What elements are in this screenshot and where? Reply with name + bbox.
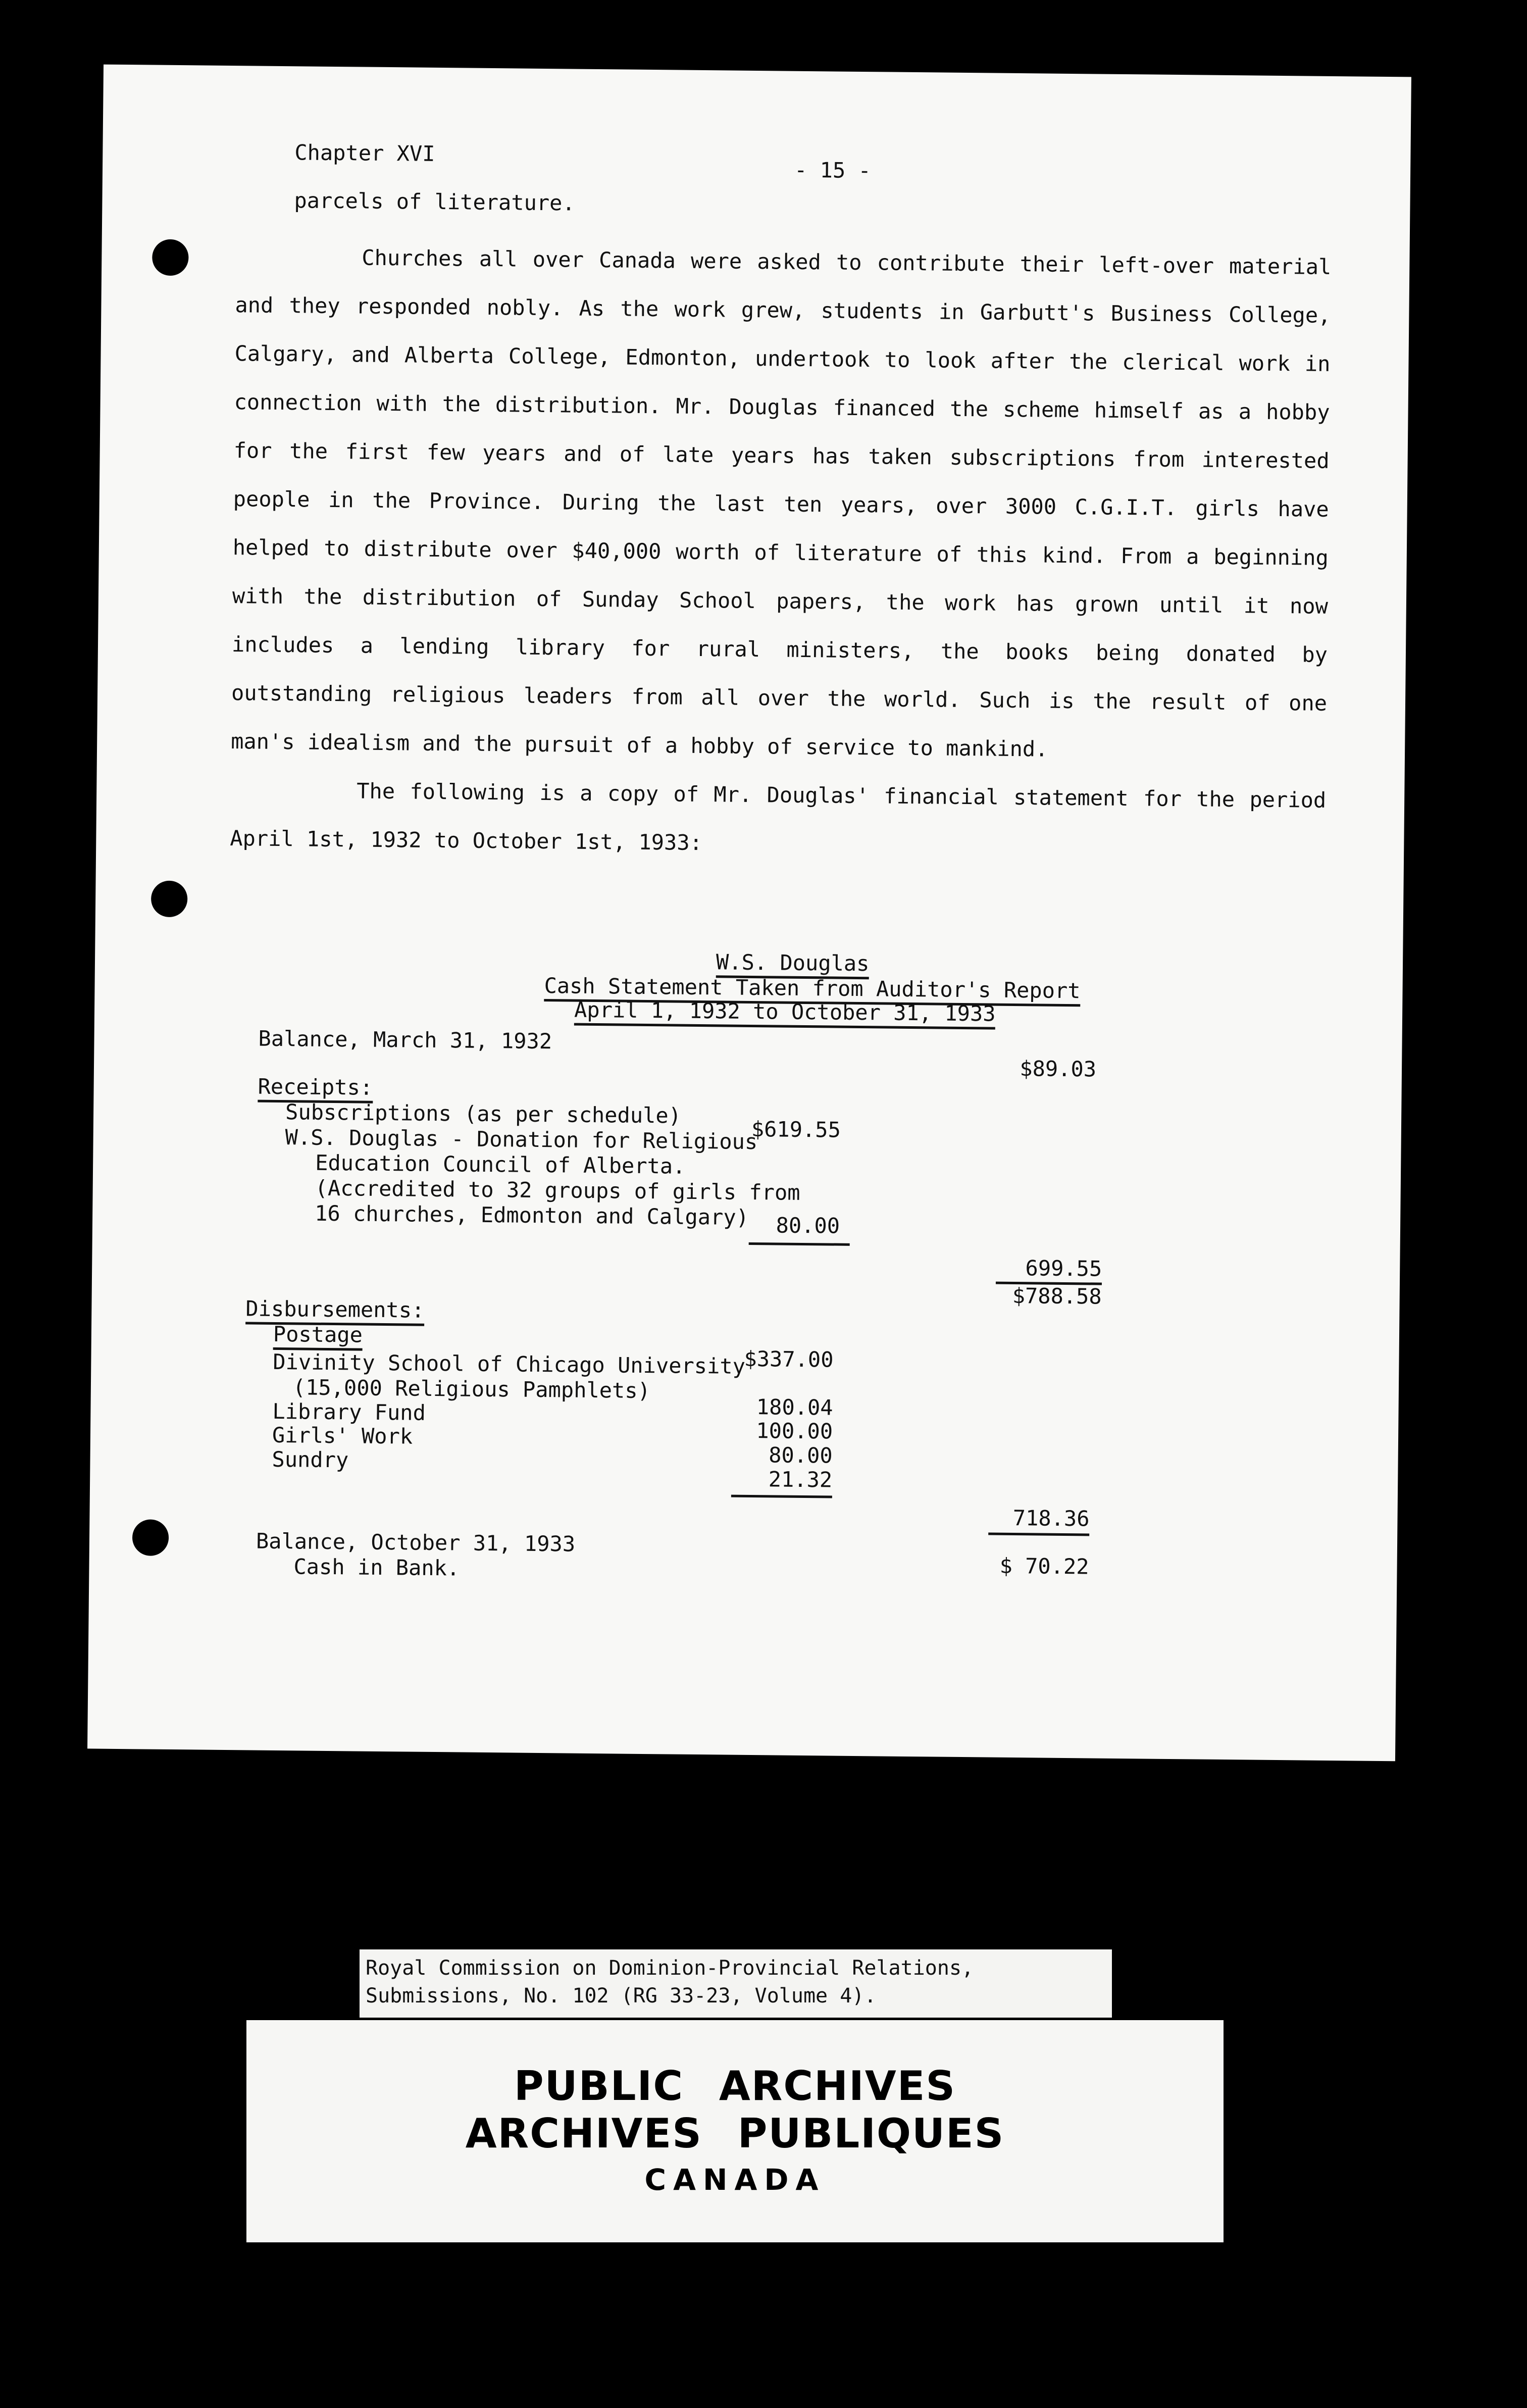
opening-balance-label: Balance, March 31, 1932	[258, 1026, 552, 1054]
subtotal-rule	[731, 1495, 832, 1498]
disbursement-item: Library Fund	[272, 1398, 426, 1425]
closing-balance-label: Balance, October 31, 1933	[256, 1528, 576, 1557]
stamp-line-english: PUBLIC ARCHIVES	[514, 2063, 956, 2110]
total-rule	[988, 1533, 1089, 1536]
paragraph-2: The following is a copy of Mr. Douglas' financial statement for the period April 1st, 1932 to October 1st, 1933:	[230, 778, 1327, 856]
disbursement-item: Postage	[273, 1324, 363, 1346]
continuation-line: parcels of literature.	[294, 188, 575, 216]
closing-balance-sublabel: Cash in Bank.	[293, 1554, 460, 1581]
disbursements-total: 718.36	[1012, 1505, 1090, 1531]
disbursement-item: Divinity School of Chicago University	[273, 1349, 746, 1379]
paragraph-1: Churches all over Canada were asked to contribute their left-over material and they responded nobly. As the work grew, students in Garbutt's Business College, Calgary, and Alberta College, Edmonton, undertook to look after the clerical work in connection with the distribution. Mr. Douglas financed the scheme himself as a hobby for the first few years and of late years has taken subscriptions from interested people in the Province. During the last ten years, over 3000 C.G.I.T. girls have helped to distribute over $40,000 worth of literature of this kind. From a beginning with the distribution of Sunday School papers, the work has grown until it now includes a lending library for rural ministers, the books being donated by outstanding religious leaders from all over the world. Such is the result of one man's idealism and the pursuit of a hobby of service to mankind.	[230, 245, 1332, 762]
body-text	[230, 232, 1332, 873]
running-total: $788.58	[1012, 1283, 1102, 1309]
document-page	[87, 65, 1411, 1762]
citation-line: Royal Commission on Dominion-Provincial Relations,	[366, 1956, 974, 1980]
disbursement-item: (15,000 Religious Pamphlets)	[292, 1375, 651, 1403]
statement-period: April 1, 1932 to October 31, 1933	[574, 999, 996, 1025]
statement-subtitle: Cash Statement Taken from Auditor's Report	[544, 975, 1080, 1001]
disbursement-amount: 21.32	[768, 1467, 833, 1492]
punch-hole	[132, 1519, 169, 1556]
receipt-item: Education Council of Alberta.	[315, 1150, 686, 1179]
disbursement-item: Sundry	[272, 1446, 349, 1473]
receipt-item: Subscriptions (as per schedule)	[285, 1099, 682, 1128]
closing-balance-amount: $ 70.22	[999, 1553, 1089, 1579]
citation-line: Submissions, No. 102 (RG 33-23, Volume 4).	[366, 1984, 877, 2008]
stamp-line-french: ARCHIVES PUBLIQUES	[465, 2110, 1005, 2157]
receipts-total: 699.55	[1025, 1256, 1102, 1281]
archives-stamp	[246, 2020, 1224, 2242]
receipt-amount: $619.55	[751, 1116, 841, 1142]
receipt-item: 16 churches, Edmonton and Calgary)	[315, 1200, 749, 1230]
statement-title: W.S. Douglas	[716, 951, 870, 974]
disbursement-amount: 80.00	[769, 1442, 833, 1468]
receipt-amount: 80.00	[776, 1213, 840, 1238]
disbursement-amount: $337.00	[744, 1346, 834, 1372]
stamp-line-country: CANADA	[644, 2163, 826, 2197]
disbursement-amount: 100.00	[756, 1418, 833, 1444]
receipt-item: (Accredited to 32 groups of girls from	[315, 1175, 800, 1205]
opening-balance-amount: $89.03	[1020, 1056, 1097, 1082]
disbursement-amount: 180.04	[756, 1394, 833, 1420]
page-number: - 15 -	[794, 157, 872, 183]
punch-hole	[151, 881, 188, 918]
punch-hole	[152, 239, 189, 276]
source-citation-label	[360, 1949, 1112, 2018]
disbursements-heading: Disbursements:	[245, 1298, 424, 1321]
receipts-heading: Receipts:	[258, 1076, 373, 1098]
disbursement-item: Girls' Work	[272, 1422, 413, 1449]
subtotal-rule	[749, 1242, 850, 1246]
chapter-heading: Chapter XVI	[294, 140, 435, 166]
receipt-item: W.S. Douglas - Donation for Religious	[285, 1125, 758, 1155]
